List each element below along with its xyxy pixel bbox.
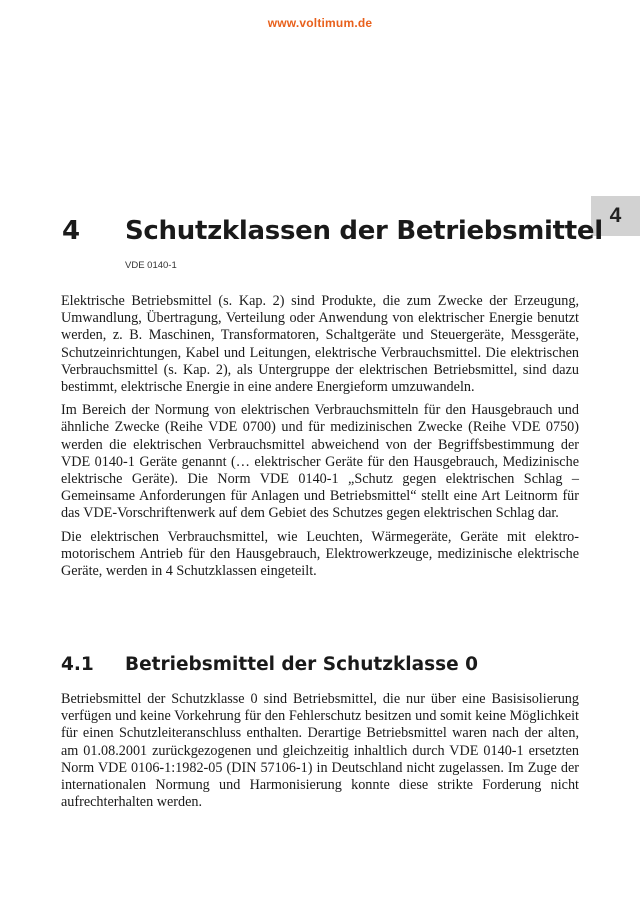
section-title: Betriebsmittel der Schutzklasse 0 [125,654,478,675]
intro-text [61,293,579,586]
paragraph: Die elektrischen Verbrauchsmittel, wie Leuchten, Wärmegeräte, Geräte mit elektromotorischem Antrieb für den Hausgebrauch, Elektrowerkzeuge, medizinische elektrische Geräte, werden in 4 Schutzklassen eingeteilt. [61,528,579,580]
standard-reference: VDE 0140-1 [125,260,177,271]
paragraph: Elektrische Betriebsmittel (s. Kap. 2) sind Produkte, die zum Zwecke der Erzeugung, Umwandlung, Übertragung, Verteilung oder Anwendung von elektrischer Energie benutzt werden, z. B. Maschinen, Transformatoren, Schaltgeräte und Steuergeräte, Messgeräte, Schutzeinrichtungen, Kabel und Leitungen, elektrische Verbrauchsmittel. Die elektrischen Verbrauchsmittel (s. Kap. 2), als Untergruppe der elektrischen Betriebsmittel, sind dazu bestimmt, elektrische Energie in eine andere Energieform umzuwandeln. [61,293,579,396]
chapter-title: Schutzklassen der Betriebsmittel [125,216,603,246]
section-text [61,691,579,817]
chapter-number: 4 [62,216,81,246]
chapter-tab: 4 [591,196,640,236]
section-number: 4.1 [61,654,94,675]
paragraph: Im Bereich der Normung von elektrischen Verbrauchsmitteln für den Hausgebrauch und ähnliche Zwecke (Reihe VDE 0700) und für medizinischen Zwecke (Reihe VDE 0750) werden die elektrischen Verbrauchsmittel abweichend von der Begriffsbestimmung der VDE 0140-1 Geräte genannt (… elektrischer Geräte für den Hausgebrauch, Medizinische elektrische Geräte). Die Norm VDE 0140-1 „Schutz gegen elektrischen Schlag – Gemeinsame Anforderungen für Anlagen und Betriebsmittel“ stellt eine Art Leitnorm für das VDE-Vorschriftenwerk auf dem Gebiet des Schutzes gegen elektrischen Schlag dar. [61,402,579,522]
paragraph: Betriebsmittel der Schutzklasse 0 sind Betriebsmittel, die nur über eine Basisisolierung verfügen und keine Vorkehrung für den Fehlerschutz besitzen und somit keine Möglichkeit für einen Schutzleiteranschluss enthalten. Derartige Betriebsmittel waren nach der alten, am 01.08.2001 zurückgezogenen und gleichzeitig inhaltlich durch VDE 0140-1 ersetzten Norm VDE 0106-1:1982-05 (DIN 57106-1) in Deutschland nicht zugelassen. Im Zuge der internationalen Normung und Harmonisierung konnte diese strikte Forderung nicht aufrechterhalten werden. [61,691,579,811]
watermark-url[interactable]: www.voltimum.de [267,16,373,30]
